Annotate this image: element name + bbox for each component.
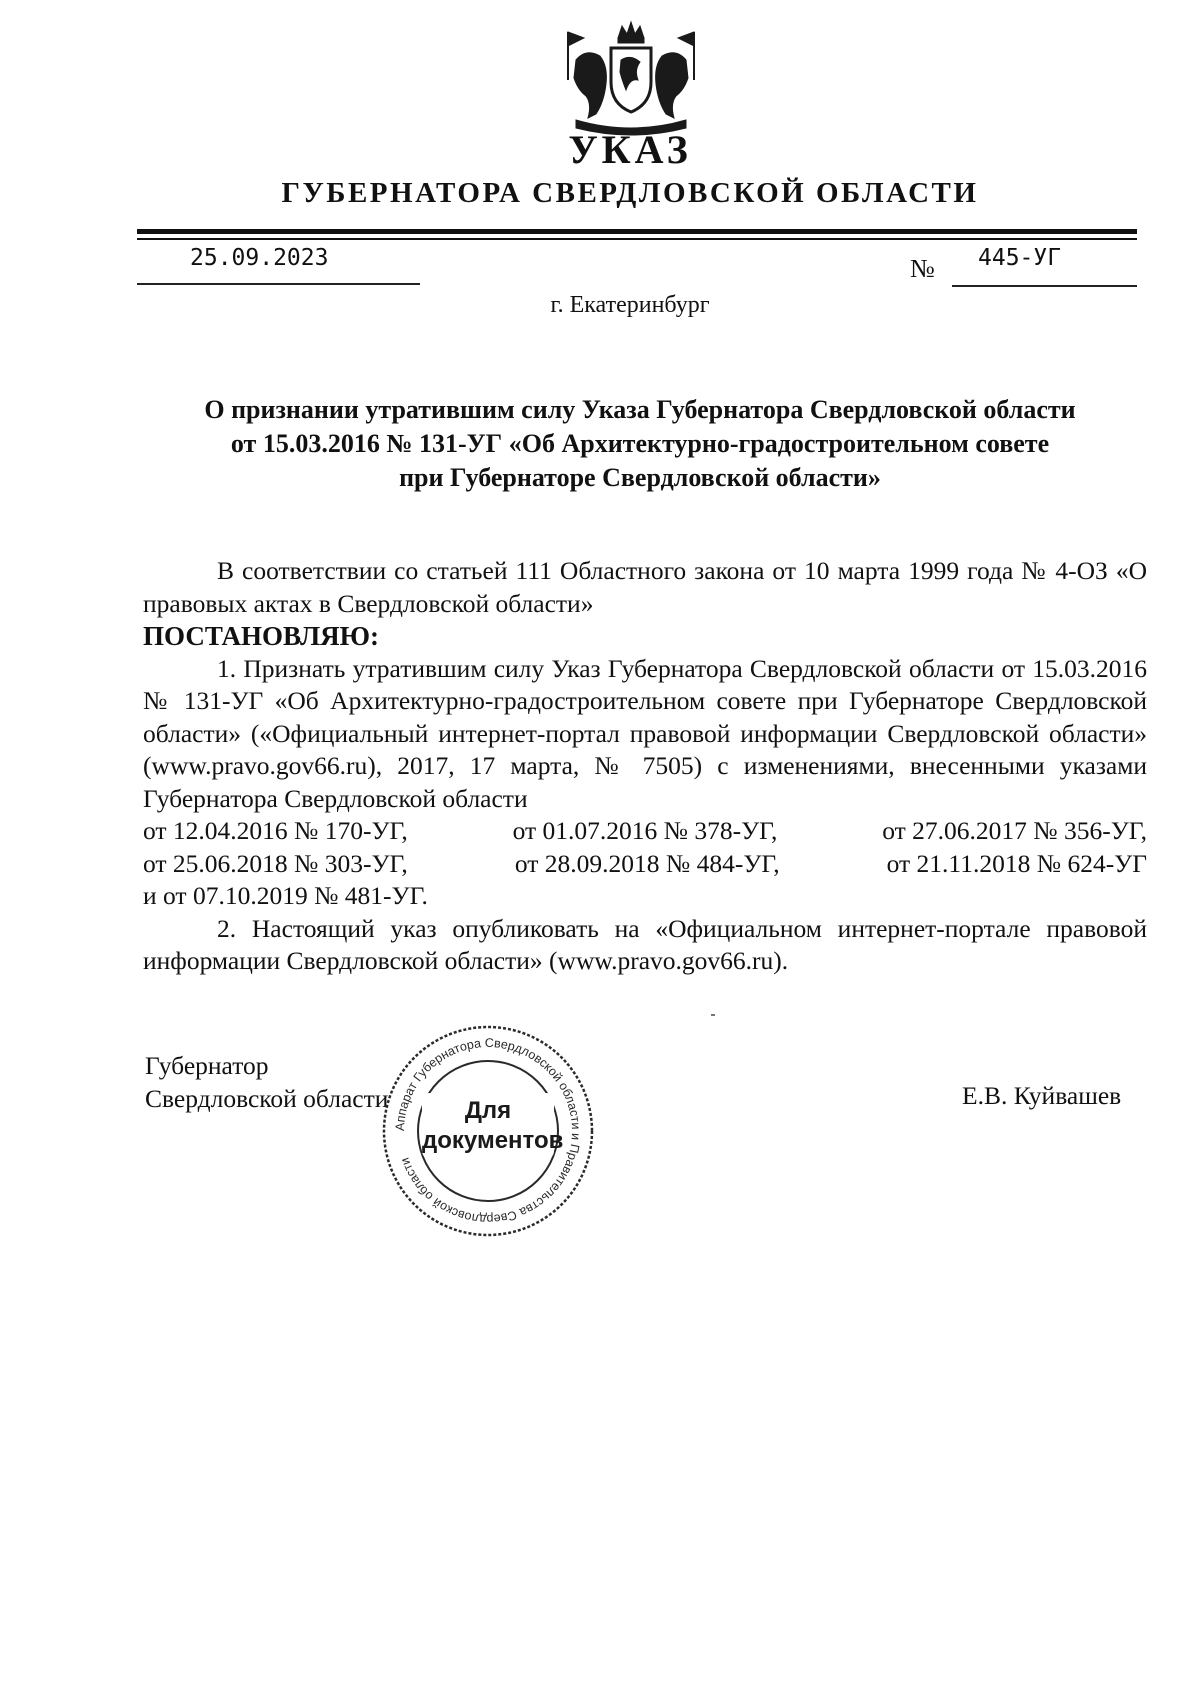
stamp-center-label [422, 1093, 564, 1159]
amendment-ref: от 27.06.2017 № 356-УГ, [882, 816, 1147, 845]
document-number: 445-УГ [978, 245, 1062, 271]
amendment-ref: от 28.09.2018 № 484-УГ, [514, 848, 780, 878]
date-underline [137, 283, 420, 285]
header-rule-thick [137, 229, 1137, 234]
document-date: 25.09.2023 [190, 245, 329, 271]
header-rule-thin [137, 238, 1137, 240]
heading-line: при Губернаторе Свердловской области» [399, 463, 881, 492]
item-2-paragraph: 2. Настоящий указ опубликовать на «Официальном интернет-портале правовой информации Свердловской области» (www.pravo.gov66.ru). [143, 913, 1147, 975]
amendment-ref: от 25.06.2018 № 303-УГ, [143, 848, 408, 878]
amendment-ref: от 01.07.2016 № 378-УГ, [512, 816, 778, 845]
stamp-center-line: Для [464, 1097, 512, 1124]
amendments-row [143, 848, 1147, 881]
scan-speck [711, 1014, 715, 1016]
stamp-center-line: документов [422, 1127, 564, 1154]
issuer-subtitle: ГУБЕРНАТОРА СВЕРДЛОВСКОЙ ОБЛАСТИ [281, 177, 979, 209]
signatory-position [145, 1049, 388, 1115]
document-heading [150, 393, 1130, 495]
amendments-row [143, 815, 1147, 848]
number-sign: № [910, 254, 935, 283]
signatory-name: Е.В. Куйвашев [962, 1081, 1122, 1110]
document-body [143, 555, 1147, 978]
amendment-ref: от 21.11.2018 № 624-УГ [886, 848, 1147, 878]
item-1-ending: и от 07.10.2019 № 481-УГ. [143, 881, 428, 910]
item-1-paragraph: 1. Признать утратившим силу Указ Губернатора Свердловской области от 15.03.2016 № 131-УГ «Об Архитектурно-градостроительном совете при Губернаторе Свердловской области» («Официальный интернет-портал правовой информации Свердловской области» (www.pravo.gov66.ru), 2017, 17 марта, № 7505) с изменениями, внесенными указами Губернатора Свердловской области [143, 653, 1147, 813]
position-line: Губернатор [145, 1051, 269, 1080]
position-line: Свердловской области [145, 1084, 389, 1113]
preamble-paragraph: В соответствии со статьей 111 Областного закона от 10 марта 1999 года № 4-ОЗ «О правовых актах в Свердловской области» [143, 556, 1147, 618]
decree-word: ПОСТАНОВЛЯЮ: [143, 621, 379, 651]
heading-line: от 15.03.2016 № 131-УГ «Об Архитектурно-градостроительном совете [230, 429, 1050, 458]
number-underline [952, 285, 1137, 287]
heading-line: О признании утратившим силу Указа Губернатора Свердловской области [204, 395, 1076, 424]
amendment-ref: от 12.04.2016 № 170-УГ, [143, 816, 408, 845]
document-type-title: УКАЗ [568, 127, 692, 172]
city-line: г. Екатеринбург [550, 292, 710, 318]
stamp-ring-text: Аппарат Губернатора Свердловской области и Правительства Свердловской области [392, 1035, 584, 1227]
coat-of-arms-icon [556, 20, 706, 142]
